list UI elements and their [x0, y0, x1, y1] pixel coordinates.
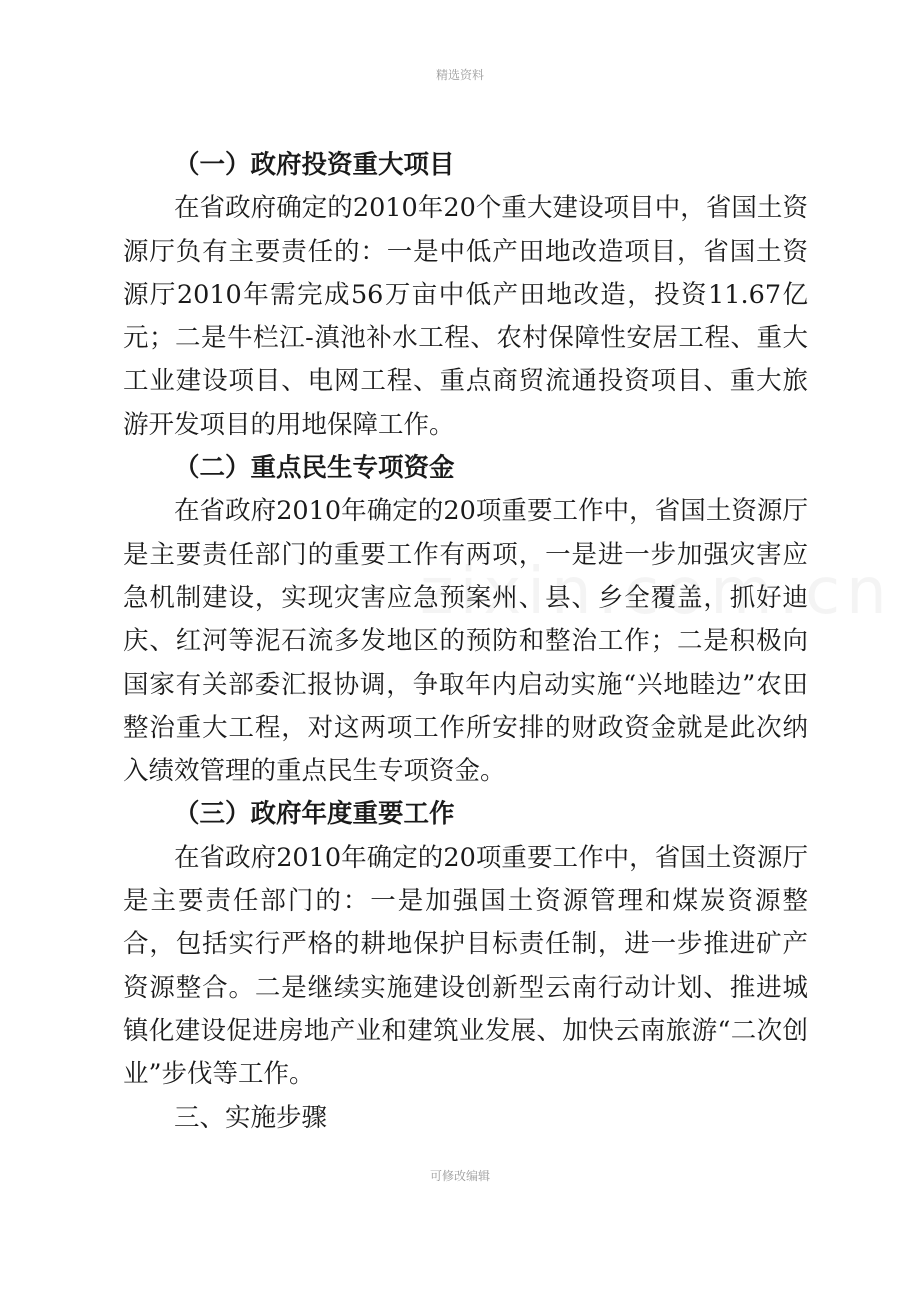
section-heading-2: （二）重点民生专项资金 [174, 453, 455, 484]
document-body [123, 143, 808, 1140]
section-paragraph-2: 在省政府2010年确定的20项重要工作中，省国土资源厅是主要责任部门的重要工作有两项，一是进一步加强灾害应急机制建设，实现灾害应急预案州、县、乡全覆盖，抓好迪庆、红河等泥石流多发地区的预防和整治工作；二是积极向国家有关部委汇报协调，争取年内启动实施“兴地睦边”农田整治重大工程，对这两项工作所安排的财政资金就是此次纳入绩效管理的重点民生专项资金。 [123, 496, 808, 787]
steps-heading: 三、实施步骤 [174, 1102, 328, 1133]
page-footer-note: 可修改编辑 [429, 1169, 490, 1183]
page-header-note: 精选资料 [435, 68, 484, 82]
section-paragraph-3: 在省政府2010年确定的20项重要工作中，省国土资源厅是主要责任部门的：一是加强国土资源管理和煤炭资源整合，包括实行严格的耕地保护目标责任制，进一步推进矿产资源整合。二是继续实施建设创新型云南行动计划、推进城镇化建设促进房地产业和建筑业发展、加快云南旅游“二次创业”步伐等工作。 [123, 842, 808, 1090]
section-paragraph-1: 在省政府确定的2010年20个重大建设项目中，省国土资源厅负有主要责任的：一是中低产田地改造项目，省国土资源厅2010年需完成56万亩中低产田地改造，投资11.67亿元；二是牛栏江-滇池补水工程、农村保障性安居工程、重大工业建设项目、电网工程、重点商贸流通投资项目、重大旅游开发项目的用地保障工作。 [123, 193, 808, 440]
section-heading-3: （三）政府年度重要工作 [174, 799, 455, 830]
section-heading-1: （一）政府投资重大项目 [174, 150, 455, 180]
